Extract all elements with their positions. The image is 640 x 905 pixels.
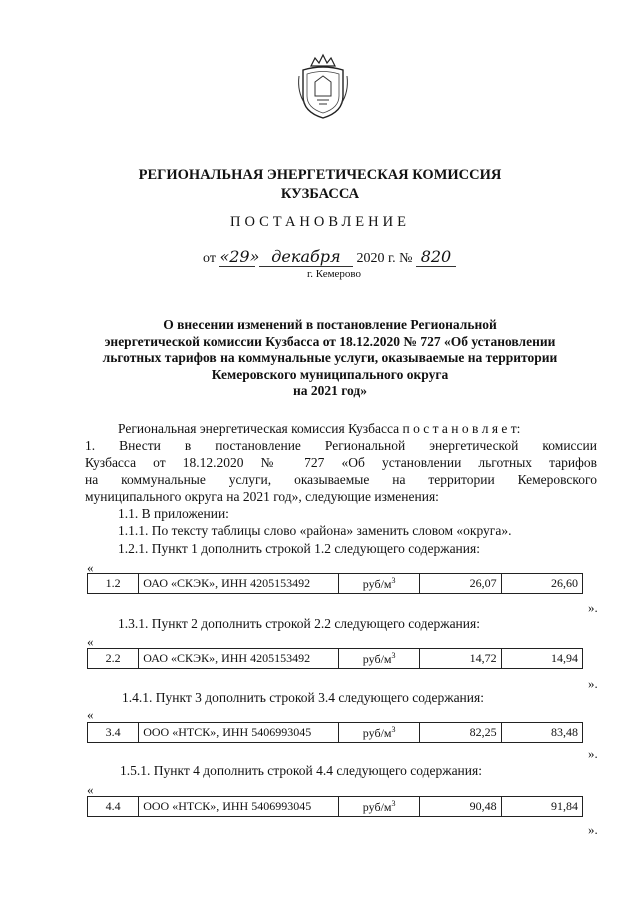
item1-line: муниципального округа на 2021 год», следующие изменения: (85, 489, 439, 504)
subitem-1-1-1: 1.1.1. По тексту таблицы слово «района» заменить словом «округа». (118, 523, 512, 538)
item1-line: 1. Внести в постановление Региональной энергетической комиссии (85, 438, 597, 453)
organization: ООО «НТСК», ИНН 5406993045 (139, 723, 339, 743)
quote-close: ». (588, 822, 598, 837)
subitem-1-2-1: 1.2.1. Пункт 1 дополнить строкой 1.2 следующего содержания: (118, 541, 480, 556)
row-number: 2.2 (88, 649, 139, 669)
title-line: льготных тарифов на коммунальные услуги, оказываемые на территории (102, 350, 558, 365)
row-number: 3.4 (88, 723, 139, 743)
unit: руб/$м^3$ (339, 723, 420, 743)
day-handwritten: «29» (219, 247, 260, 266)
title-line: на 2021 год» (292, 383, 367, 398)
tariff-value-2: 26,60 (501, 574, 582, 594)
document-title (60, 317, 600, 400)
quote-close: ». (588, 676, 598, 691)
month-handwritten: декабря (259, 247, 353, 267)
date-prefix: от (203, 251, 216, 266)
date-line (203, 247, 456, 267)
subitem-1-3-1: 1.3.1. Пункт 2 дополнить строкой 2.2 следующего содержания: (118, 616, 480, 631)
subitem-1-4-1: 1.4.1. Пункт 3 дополнить строкой 3.4 следующего содержания: (122, 690, 484, 705)
intro-paragraph (118, 420, 520, 437)
intro-text: Региональная энергетическая комиссия Кузбасса (118, 421, 400, 436)
row-number: 1.2 (88, 574, 139, 594)
year-and-number-label: 2020 г. № (356, 251, 413, 266)
table-row (88, 797, 583, 817)
unit: руб/$м^3$ (339, 574, 420, 594)
tariff-value-1: 82,25 (420, 723, 501, 743)
org-name-line2: КУЗБАССА (280, 186, 360, 202)
coat-of-arms-icon (295, 52, 351, 122)
row-number: 4.4 (88, 797, 139, 817)
city: г. Кемерово (307, 268, 362, 280)
quote-close: ». (588, 600, 598, 615)
title-line: энергетической комиссии Кузбасса от 18.12.2020 № 727 «Об установлении (104, 333, 556, 349)
organization: ОАО «СКЭК», ИНН 4205153492 (139, 649, 339, 669)
table-row (88, 649, 583, 669)
quote-open: « (87, 634, 94, 649)
document-type: ПОСТАНОВЛЕНИЕ (230, 214, 410, 230)
title-line: О внесении изменений в постановление Региональной (163, 317, 497, 332)
subitem-1-5-1: 1.5.1. Пункт 4 дополнить строкой 4.4 следующего содержания: (120, 763, 482, 778)
unit: руб/$м^3$ (339, 649, 420, 669)
tariff-value-1: 90,48 (420, 797, 501, 817)
table-row (88, 574, 583, 594)
quote-open: « (87, 707, 94, 722)
tariff-value-1: 14,72 (420, 649, 501, 669)
number-handwritten: 820 (416, 247, 456, 267)
tariff-table-1 (87, 573, 583, 594)
title-line: Кемеровского муниципального округа (211, 366, 449, 382)
table-row (88, 723, 583, 743)
tariff-value-2: 14,94 (501, 649, 582, 669)
item1-line: Кузбасса от 18.12.2020 № 727 «Об установлении льготных тарифов (85, 455, 597, 470)
quote-open: « (87, 560, 94, 575)
tariff-table-4 (87, 796, 583, 817)
organization: ОАО «СКЭК», ИНН 4205153492 (139, 574, 339, 594)
organization: ООО «НТСК», ИНН 5406993045 (139, 797, 339, 817)
intro-resolves: п о с т а н о в л я е т: (402, 421, 521, 436)
tariff-value-2: 83,48 (501, 723, 582, 743)
unit: руб/$м^3$ (339, 797, 420, 817)
tariff-table-3 (87, 722, 583, 743)
tariff-value-1: 26,07 (420, 574, 501, 594)
item1-line: на коммунальные услуги, оказываемые на территории Кемеровского (85, 472, 597, 487)
org-name-line1: РЕГИОНАЛЬНАЯ ЭНЕРГЕТИЧЕСКАЯ КОМИССИЯ (138, 167, 502, 183)
tariff-value-2: 91,84 (501, 797, 582, 817)
subitem-1-1: 1.1. В приложении: (118, 506, 229, 521)
tariff-table-2 (87, 648, 583, 669)
quote-close: ». (588, 746, 598, 761)
quote-open: « (87, 782, 94, 797)
